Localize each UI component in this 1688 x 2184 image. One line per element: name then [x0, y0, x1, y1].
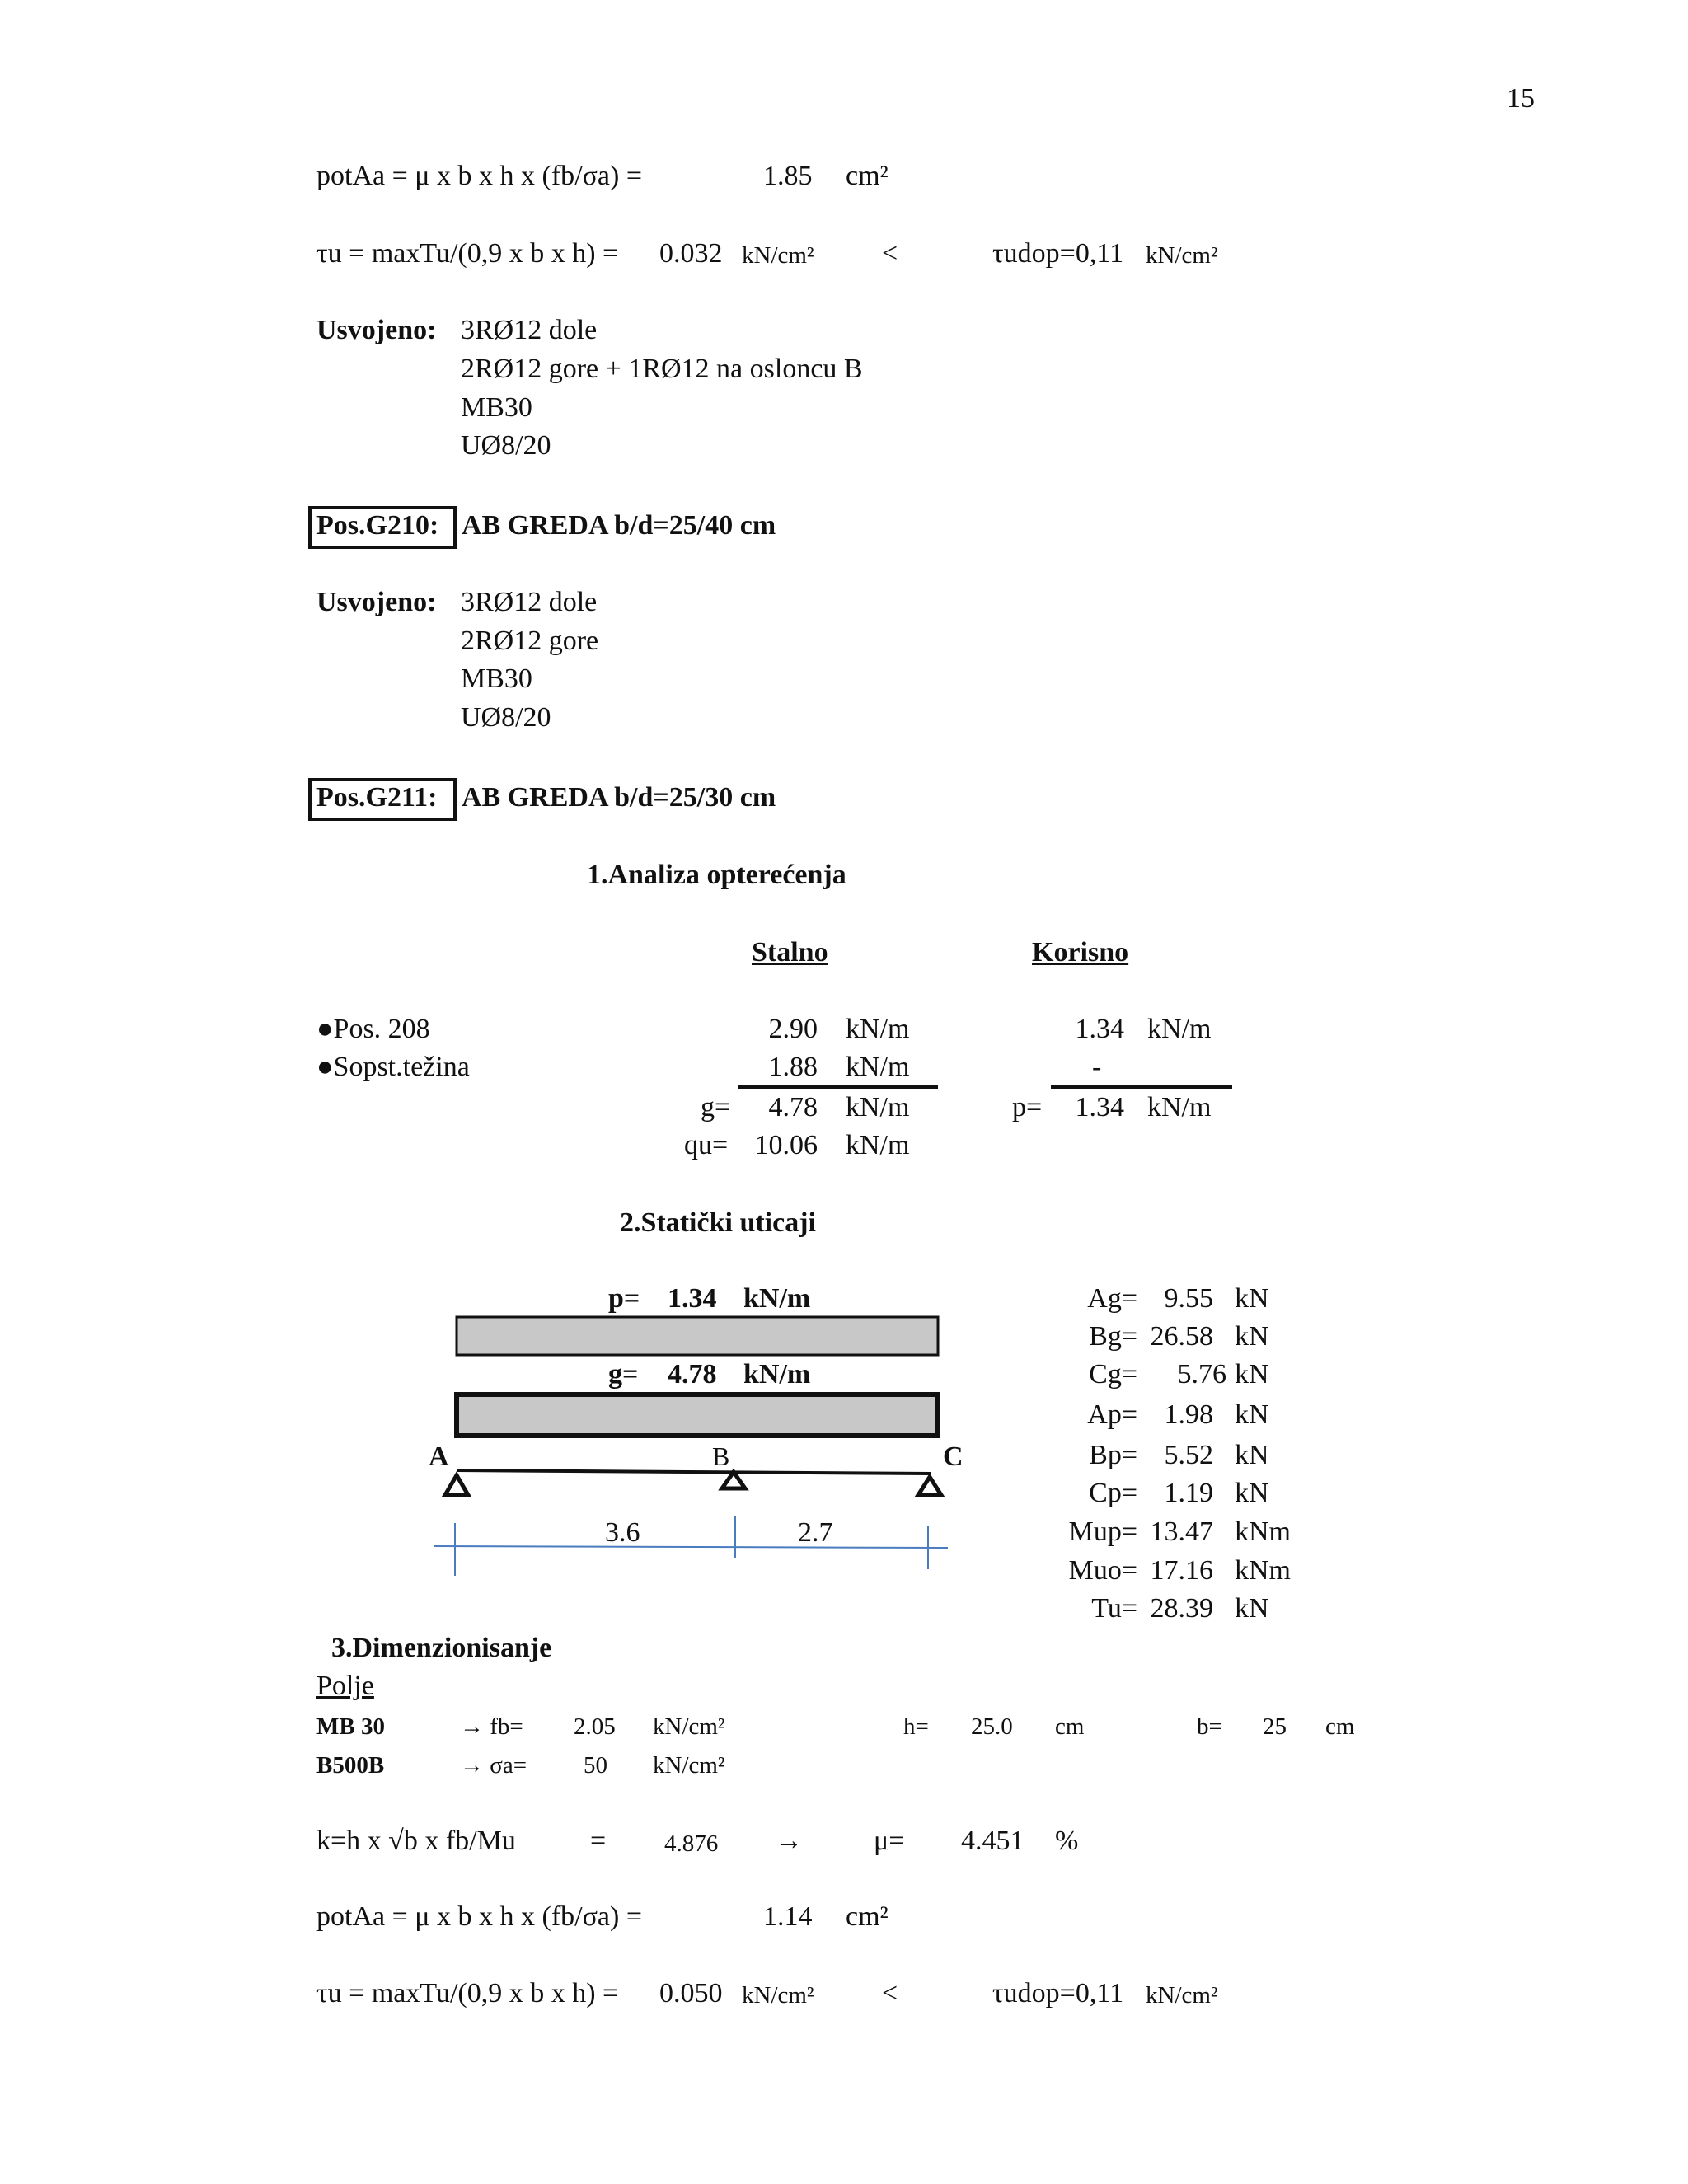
tau-formula: τu = maxTu/(0,9 x b x h) =: [316, 1978, 619, 2008]
load-row-p: 1.34: [1075, 1014, 1124, 1044]
usvojeno-label: Usvojeno:: [316, 587, 437, 617]
support-b-label: B: [712, 1441, 730, 1471]
total-p-unit: kN/m: [1147, 1092, 1212, 1122]
total-p-value: 1.34: [1075, 1092, 1124, 1122]
sa-label: → σa=: [460, 1752, 528, 1779]
result-label: Cp=: [1089, 1478, 1137, 1508]
section-heading: 1.Analiza opterećenja: [587, 860, 846, 890]
usvojeno-line: MB30: [461, 663, 532, 694]
result-label: Cg=: [1089, 1359, 1137, 1390]
fb-label: → fb=: [460, 1713, 523, 1740]
load-row-g: 1.88: [768, 1052, 818, 1082]
pot-value: 1.14: [763, 1901, 813, 1932]
tau-value: 0.032: [659, 238, 723, 269]
result-value: 5.52: [1164, 1440, 1213, 1470]
tau-formula: τu = maxTu/(0,9 x b x h) =: [316, 238, 619, 269]
total-p-label: p=: [1012, 1092, 1043, 1122]
support-b-icon: [722, 1472, 745, 1488]
result-value: 28.39: [1150, 1593, 1213, 1624]
mu-label: μ=: [874, 1825, 905, 1856]
section-heading: 3.Dimenzionisanje: [331, 1633, 552, 1663]
total-g-label: g=: [701, 1092, 731, 1122]
result-unit: kN: [1235, 1440, 1269, 1470]
load-row-g-unit: kN/m: [846, 1052, 910, 1082]
result-unit: kN: [1235, 1399, 1269, 1430]
concrete-grade: MB 30: [316, 1713, 385, 1740]
h-unit: cm: [1055, 1713, 1085, 1740]
dimension-line: [434, 1546, 948, 1548]
subheading: Polje: [316, 1671, 374, 1701]
usvojeno-line: UØ8/20: [461, 430, 551, 461]
fb-value: 2.05: [574, 1713, 616, 1740]
load-row-p-unit: kN/m: [1147, 1014, 1212, 1044]
tau-value: 0.050: [659, 1978, 723, 2008]
mu-value: 4.451: [961, 1825, 1025, 1856]
tau-allow: τudop=0,11: [992, 238, 1124, 269]
beam-line: [457, 1470, 931, 1474]
position-tag: Pos.G211:: [316, 782, 438, 813]
usvojeno-line: 2RØ12 gore + 1RØ12 na osloncu B: [461, 354, 863, 384]
result-value: 1.19: [1164, 1478, 1213, 1508]
load-row-p: -: [1092, 1052, 1102, 1082]
result-label: Bg=: [1089, 1321, 1137, 1352]
pot-formula: potAa = μ x b x h x (fb/σa) =: [316, 161, 643, 191]
b-unit: cm: [1325, 1713, 1355, 1740]
p-load-unit: kN/m: [743, 1283, 811, 1314]
g-load-unit: kN/m: [743, 1359, 811, 1390]
pot-unit: cm²: [846, 161, 889, 191]
tau-allow-unit: kN/cm²: [1146, 1982, 1218, 2008]
column-header-stalno: Stalno: [752, 937, 828, 968]
g-load-value: 4.78: [668, 1359, 717, 1390]
tau-unit: kN/cm²: [742, 1982, 814, 2008]
load-row-label: ●Sopst.težina: [316, 1052, 470, 1082]
page-number: 15: [1507, 83, 1535, 114]
p-load-label: p=: [608, 1283, 640, 1314]
load-row-label: ●Pos. 208: [316, 1014, 430, 1044]
h-value: 25.0: [971, 1713, 1013, 1740]
mu-unit: %: [1055, 1825, 1079, 1856]
result-label: Bp=: [1089, 1440, 1137, 1470]
support-c-icon: [918, 1477, 941, 1495]
result-label: Ag=: [1087, 1283, 1137, 1314]
result-unit: kN: [1235, 1359, 1269, 1390]
k-equals: =: [590, 1825, 607, 1856]
pot-value: 1.85: [763, 161, 813, 191]
p-load-value: 1.34: [668, 1283, 717, 1314]
sa-value: 50: [584, 1752, 607, 1779]
result-value: 5.76: [1177, 1359, 1226, 1390]
k-formula: k=h x √b x fb/Mu: [316, 1825, 516, 1856]
usvojeno-line: 3RØ12 dole: [461, 587, 598, 617]
fb-unit: kN/cm²: [653, 1713, 725, 1740]
result-value: 13.47: [1150, 1516, 1213, 1547]
k-value: 4.876: [664, 1830, 719, 1857]
column-header-korisno: Korisno: [1032, 937, 1129, 968]
tau-allow-unit: kN/cm²: [1146, 242, 1218, 269]
result-unit: kN: [1235, 1593, 1269, 1624]
result-unit: kNm: [1235, 1516, 1291, 1547]
result-value: 17.16: [1150, 1555, 1213, 1586]
usvojeno-line: 2RØ12 gore: [461, 626, 599, 656]
result-unit: kNm: [1235, 1555, 1291, 1586]
usvojeno-label: Usvojeno:: [316, 315, 437, 345]
result-label: Ap=: [1087, 1399, 1137, 1430]
pot-unit: cm²: [846, 1901, 889, 1932]
tau-compare: <: [882, 1978, 898, 2008]
result-value: 9.55: [1164, 1283, 1213, 1314]
result-value: 26.58: [1150, 1321, 1213, 1352]
position-tag: Pos.G210:: [316, 510, 439, 541]
pot-formula: potAa = μ x b x h x (fb/σa) =: [316, 1901, 643, 1932]
arrow: →: [775, 1825, 803, 1856]
sa-unit: kN/cm²: [653, 1752, 725, 1779]
total-qu-value: 10.06: [754, 1130, 818, 1160]
support-c-label: C: [943, 1441, 964, 1472]
total-g-value: 4.78: [768, 1092, 818, 1122]
tau-allow: τudop=0,11: [992, 1978, 1124, 2008]
b-label: b=: [1197, 1713, 1222, 1740]
span-label: 3.6: [605, 1517, 640, 1548]
load-row-g: 2.90: [768, 1014, 818, 1044]
support-a-icon: [445, 1475, 468, 1495]
tau-unit: kN/cm²: [742, 242, 814, 269]
steel-grade: B500B: [316, 1752, 385, 1779]
position-title: AB GREDA b/d=25/30 cm: [462, 782, 776, 813]
usvojeno-line: UØ8/20: [461, 702, 551, 733]
result-label: Mup=: [1068, 1516, 1137, 1547]
total-g-unit: kN/m: [846, 1092, 910, 1122]
b-value: 25: [1263, 1713, 1287, 1740]
result-unit: kN: [1235, 1321, 1269, 1352]
support-a-label: A: [429, 1441, 449, 1472]
usvojeno-line: MB30: [461, 392, 532, 423]
total-qu-unit: kN/m: [846, 1130, 910, 1160]
g-load-band: [457, 1394, 938, 1436]
result-label: Tu=: [1091, 1593, 1137, 1624]
tau-compare: <: [882, 238, 898, 269]
result-unit: kN: [1235, 1283, 1269, 1314]
result-value: 1.98: [1164, 1399, 1213, 1430]
load-row-g-unit: kN/m: [846, 1014, 910, 1044]
result-unit: kN: [1235, 1478, 1269, 1508]
g-load-label: g=: [608, 1359, 639, 1390]
total-qu-label: qu=: [684, 1130, 729, 1160]
span-label: 2.7: [798, 1517, 833, 1548]
h-label: h=: [903, 1713, 929, 1740]
position-title: AB GREDA b/d=25/40 cm: [462, 510, 776, 541]
section-heading: 2.Statički uticaji: [620, 1207, 816, 1238]
usvojeno-line: 3RØ12 dole: [461, 315, 598, 345]
result-label: Muo=: [1068, 1555, 1137, 1586]
p-load-band: [457, 1317, 938, 1355]
